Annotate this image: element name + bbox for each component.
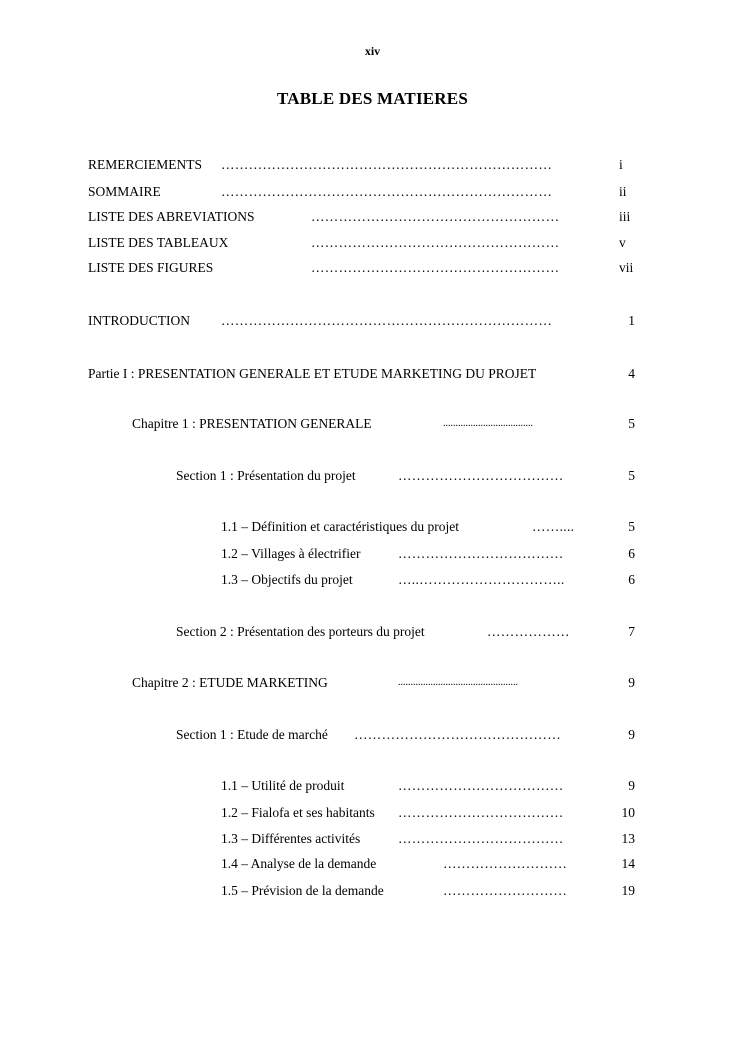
toc-entry-1-5-prevision[interactable] bbox=[0, 881, 745, 901]
toc-entry-label: Section 2 : Présentation des porteurs du projet bbox=[176, 624, 425, 639]
toc-entry-label: LISTE DES FIGURES bbox=[88, 260, 214, 275]
toc-entry-chapitre-2[interactable] bbox=[0, 673, 745, 693]
toc-entry-introduction[interactable] bbox=[0, 311, 745, 331]
toc-entry-dots: ……………………………………………………………… bbox=[221, 157, 553, 172]
toc-entry-figures[interactable] bbox=[0, 258, 745, 278]
toc-entry-dots: ……………………… bbox=[443, 856, 568, 871]
toc-entry-label: 1.2 – Fialofa et ses habitants bbox=[221, 805, 375, 820]
toc-entry-label: 1.3 – Différentes activités bbox=[221, 831, 361, 846]
toc-entry-label: 1.5 – Prévision de la demande bbox=[221, 883, 384, 898]
toc-entry-dots: ……………………………………………………………… bbox=[221, 313, 553, 328]
toc-entry-page: 9 bbox=[628, 778, 635, 793]
toc-entry-page: 10 bbox=[621, 805, 635, 820]
toc-entry-label: Section 1 : Etude de marché bbox=[176, 727, 328, 742]
toc-entry-page: 19 bbox=[621, 883, 635, 898]
toc-entry-1-1-definition[interactable] bbox=[0, 517, 745, 537]
toc-entry-page: 6 bbox=[628, 572, 635, 587]
toc-entry-sommaire[interactable] bbox=[0, 182, 745, 202]
toc-entry-dots: ……………………………… bbox=[398, 468, 564, 483]
page-number: xiv bbox=[364, 44, 381, 58]
toc-entry-label: LISTE DES TABLEAUX bbox=[88, 235, 229, 250]
toc-entry-label: 1.1 – Utilité de produit bbox=[221, 778, 345, 793]
toc-entry-page: 9 bbox=[628, 727, 635, 742]
toc-entry-dots: ……………………………………… bbox=[354, 727, 561, 742]
toc-entry-dots: …….... bbox=[532, 519, 575, 534]
toc-entry-label: Chapitre 1 : PRESENTATION GENERALE bbox=[132, 416, 372, 431]
toc-entry-page: 5 bbox=[628, 519, 635, 534]
toc-entry-page: i bbox=[619, 157, 623, 172]
toc-entry-page: 1 bbox=[628, 313, 635, 328]
toc-entry-1-1-utilite[interactable] bbox=[0, 776, 745, 796]
toc-entry-label: Chapitre 2 : ETUDE MARKETING bbox=[132, 675, 328, 690]
toc-entry-label: Partie I : PRESENTATION GENERALE ET ETUDE MARKETING DU PROJET bbox=[88, 366, 537, 381]
toc-entry-label: 1.2 – Villages à électrifier bbox=[221, 546, 361, 561]
toc-entry-page: vii bbox=[619, 260, 634, 275]
toc-entry-dots: ……………………………… bbox=[398, 778, 564, 793]
toc-entry-page: 14 bbox=[621, 856, 635, 871]
toc-entry-page: 4 bbox=[628, 366, 635, 381]
toc-entry-dots: ……………………………………………………………… bbox=[221, 184, 553, 199]
toc-entry-dots: …..………………………….. bbox=[398, 572, 565, 587]
toc-entry-dots: ……………………………… bbox=[398, 831, 564, 846]
toc-entry-dots: ................................................ bbox=[398, 677, 518, 688]
toc-entry-page: iii bbox=[619, 209, 631, 224]
toc-entry-page: 7 bbox=[628, 624, 635, 639]
toc-entry-label: REMERCIEMENTS bbox=[88, 157, 203, 172]
toc-entry-label: Section 1 : Présentation du projet bbox=[176, 468, 356, 483]
toc-entry-chap2-section-1[interactable] bbox=[0, 725, 745, 745]
toc-entry-dots: ……………………………………………… bbox=[311, 235, 560, 250]
toc-entry-1-2-fialofa[interactable] bbox=[0, 803, 745, 823]
toc-entry-page: ii bbox=[619, 184, 627, 199]
toc-entry-remerciements[interactable] bbox=[0, 155, 745, 175]
toc-entry-dots: ……………………………………………… bbox=[311, 209, 560, 224]
toc-entry-abreviations[interactable] bbox=[0, 207, 745, 227]
toc-entry-dots: ……………………………… bbox=[398, 805, 564, 820]
toc-entry-page: 5 bbox=[628, 416, 635, 431]
toc-entry-1-3-activites[interactable] bbox=[0, 829, 745, 849]
toc-entry-label: LISTE DES ABREVIATIONS bbox=[88, 209, 255, 224]
toc-entry-label: 1.1 – Définition et caractéristiques du projet bbox=[221, 519, 460, 534]
toc-entry-1-3-objectifs[interactable] bbox=[0, 570, 745, 590]
toc-entry-page: 13 bbox=[621, 831, 635, 846]
toc-entry-dots: ……………………………… bbox=[398, 546, 564, 561]
toc-entry-page: 9 bbox=[628, 675, 635, 690]
toc-entry-partie-1[interactable] bbox=[0, 364, 745, 384]
toc-entry-dots: ……………………… bbox=[443, 883, 568, 898]
toc-entry-label: SOMMAIRE bbox=[88, 184, 161, 199]
toc-entry-page: 6 bbox=[628, 546, 635, 561]
toc-entry-page: v bbox=[619, 235, 626, 250]
toc-entry-page: 5 bbox=[628, 468, 635, 483]
toc-entry-1-4-analyse[interactable] bbox=[0, 854, 745, 874]
toc-entry-chapitre-1[interactable] bbox=[0, 414, 745, 434]
toc-entry-chap1-section-1[interactable] bbox=[0, 466, 745, 486]
toc-entry-label: 1.3 – Objectifs du projet bbox=[221, 572, 353, 587]
toc-entry-tableaux[interactable] bbox=[0, 233, 745, 253]
toc-entry-1-2-villages[interactable] bbox=[0, 544, 745, 564]
toc-entry-dots: ……………… bbox=[487, 624, 570, 639]
toc-entry-dots: .................................... bbox=[443, 418, 533, 429]
page-title: TABLE DES MATIERES bbox=[277, 89, 468, 108]
toc-entry-label: INTRODUCTION bbox=[88, 313, 190, 328]
toc-entry-label: 1.4 – Analyse de la demande bbox=[221, 856, 377, 871]
toc-entry-dots: ……………………………………………… bbox=[311, 260, 560, 275]
toc-entry-chap1-section-2[interactable] bbox=[0, 622, 745, 642]
